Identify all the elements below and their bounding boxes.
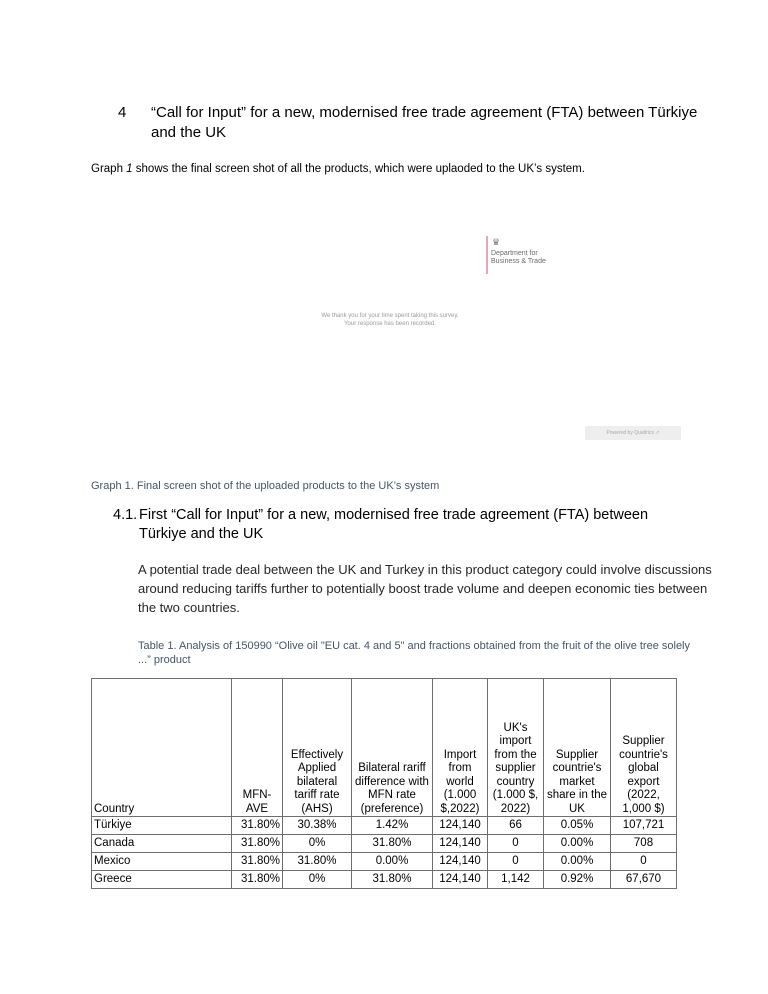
cell: 0% [283,871,352,889]
table-header-row [92,679,677,817]
table-caption: Table 1. Analysis of 150990 “Olive oil "EU cat. 4 and 5" and fractions obtained from the fruit of the olive tree solely ...” product [138,640,691,666]
cell-country: Mexico [92,853,232,871]
intro-rest: shows the final screen shot of all the products, which were uplaoded to the UK’s system. [132,163,585,175]
cell-country: Canada [92,835,232,853]
cell-country: Greece [92,871,232,889]
cell: 0.00% [544,853,611,871]
cell: 0 [611,853,677,871]
graph-caption: Graph 1. Final screen shot of the uploaded products to the UK’s system [91,480,440,492]
thanks-line-2: Your response has been recorded. [344,321,436,327]
subsection-number: 4.1. [113,507,138,523]
thanks-line-1: We thank you for your time spent taking this survey. [321,313,459,319]
cell: 0.05% [544,817,611,835]
table-row [92,817,677,835]
col-header: Supplier countrie's global export (2022, 1,000 $) [611,679,677,817]
col-header: UK's import from the supplier country (1.000 $, 2022) [488,679,544,817]
royal-crest-icon: ♛ [492,237,501,247]
intro-prefix: Graph [91,163,127,175]
section-title: “Call for Input” for a new, modernised free trade agreement (FTA) between Türkiye and the UK [151,104,698,141]
embedded-screenshot [250,215,690,455]
logo-text [491,250,546,266]
cell: 124,140 [433,853,488,871]
cell: 31.80% [232,853,283,871]
survey-thanks-message [280,312,500,328]
intro-text [91,162,585,177]
col-header: Supplier countrie's market share in the UK [544,679,611,817]
table-row [92,871,677,889]
cell: 1,142 [488,871,544,889]
cell: 124,140 [433,817,488,835]
cell: 66 [488,817,544,835]
col-header: Country [92,679,232,817]
cell: 0.00% [352,853,433,871]
body-paragraph: A potential trade deal between the UK and Turkey in this product category could involve discussions around reducing tariffs further to potentially boost trade volume and deepen economic ties between the two countries. [138,562,712,615]
cell: 0% [283,835,352,853]
cell: 1.42% [352,817,433,835]
col-header: Bilateral rariff difference with MFN rate (preference) [352,679,433,817]
cell: 0.92% [544,871,611,889]
cell: 31.80% [232,817,283,835]
cell: 0 [488,835,544,853]
col-header: MFN-AVE [232,679,283,817]
cell: 30.38% [283,817,352,835]
cell: 0 [488,853,544,871]
analysis-table [91,678,677,889]
cell: 124,140 [433,835,488,853]
table-row [92,835,677,853]
cell: 107,721 [611,817,677,835]
col-header: Effectively Applied bilateral tariff rate (AHS) [283,679,352,817]
cell: 708 [611,835,677,853]
cell-country: Türkiye [92,817,232,835]
logo-line-1: Department for [491,250,538,257]
table-row [92,853,677,871]
cell: 31.80% [352,835,433,853]
logo-accent-bar [486,236,488,274]
powered-by-qualtrics-button[interactable]: Powered by Qualtrics ↗ [585,426,681,440]
cell: 31.80% [352,871,433,889]
cell: 31.80% [232,871,283,889]
cell: 31.80% [232,835,283,853]
cell: 0.00% [544,835,611,853]
cell: 31.80% [283,853,352,871]
subsection-title: First “Call for Input” for a new, modernised free trade agreement (FTA) between Türkiye and the UK [139,507,649,542]
logo-line-2: Business & Trade [491,258,546,265]
col-header: Import from world (1.000 $,2022) [433,679,488,817]
section-number: 4 [118,104,127,121]
graph-reference: 1 [126,163,133,175]
cell: 124,140 [433,871,488,889]
cell: 67,670 [611,871,677,889]
